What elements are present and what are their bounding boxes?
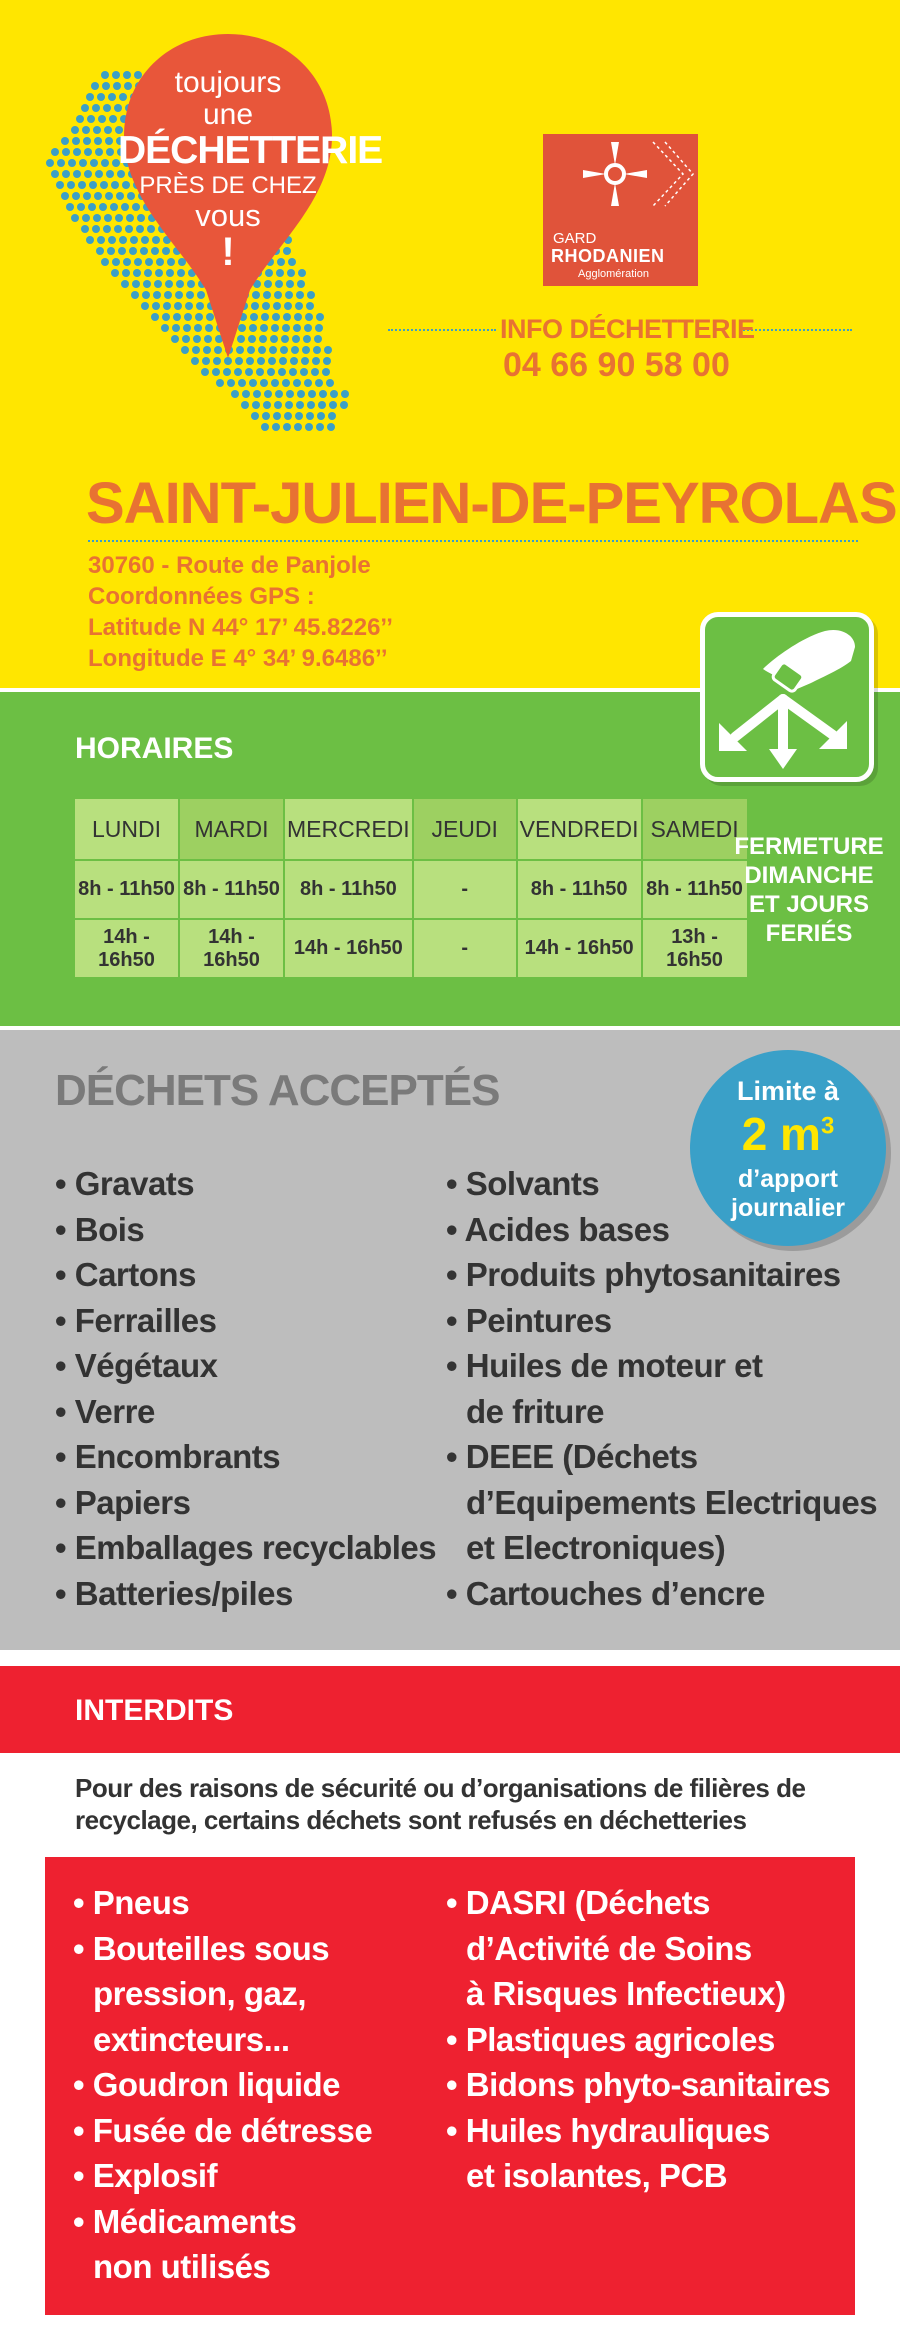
schedule-table: [73, 797, 749, 979]
accepted-title: DÉCHETS ACCEPTÉS: [55, 1066, 500, 1115]
list-item-continued: d’Equipements Electriques: [466, 1483, 878, 1521]
list-item: • Acides bases: [446, 1207, 877, 1253]
limit-caption-line: d’apport: [738, 1165, 838, 1193]
schedule-cell: 8h - 11h50: [518, 861, 641, 918]
logo-line-1: GARD: [553, 230, 597, 247]
day-header: SAMEDI: [643, 799, 747, 859]
schedule-cell: -: [414, 861, 516, 918]
list-item-continued: à Risques Infectieux): [466, 1975, 786, 2012]
schedule-cell: 14h - 16h50: [285, 920, 412, 977]
schedule-cell: 8h - 11h50: [180, 861, 283, 918]
list-item-continued: pression, gaz,: [93, 1975, 307, 2012]
list-item: • Pneus: [73, 1880, 372, 1926]
logo-line-2: RHODANIEN: [551, 246, 665, 266]
pin-line-6: !: [221, 230, 235, 274]
schedule-cell: 14h - 16h50: [180, 920, 283, 977]
info-title: INFO DÉCHETTERIE: [500, 314, 755, 344]
city-divider: [88, 540, 858, 542]
limit-value-number: 2 m: [741, 1108, 821, 1160]
pin-line-5: vous: [195, 198, 261, 233]
info-divider-left: [388, 329, 496, 331]
forbidden-list-left: [73, 1880, 372, 2290]
day-header: JEUDI: [414, 799, 516, 859]
list-item: • Emballages recyclables: [55, 1525, 436, 1571]
gard-rhodanien-logo: [543, 134, 698, 286]
pin-line-3: DÉCHETTERIE: [118, 129, 383, 172]
list-item: • Papiers: [55, 1480, 436, 1526]
schedule-cell: 14h - 16h50: [518, 920, 641, 977]
forbidden-subtitle: Pour des raisons de sécurité ou d’organisations de filières de recyclage, certains déchets sont refusés en déchetteries: [75, 1773, 806, 1835]
list-item: • Produits phytosanitaires: [446, 1252, 877, 1298]
schedule-cell: 8h - 11h50: [643, 861, 747, 918]
limit-label: Limite à: [736, 1076, 840, 1106]
list-item-continued: de friture: [466, 1392, 605, 1430]
city-name: SAINT-JULIEN-DE-PEYROLAS: [86, 471, 897, 536]
closure-line: DIMANCHE: [744, 862, 874, 889]
list-item: • Huiles hydrauliques: [446, 2108, 830, 2154]
limit-value-exponent: 3: [820, 1112, 835, 1140]
list-item: • Batteries/piles: [55, 1571, 436, 1617]
schedule-afternoon-row: [75, 920, 747, 977]
list-item: • Médicaments: [73, 2199, 372, 2245]
logo-line-3: Agglomération: [578, 268, 649, 280]
list-item: • Verre: [55, 1389, 436, 1435]
gps-latitude: Latitude N 44° 17’ 45.8226’’: [88, 614, 393, 641]
schedule-header-row: [75, 799, 747, 859]
list-item: • Cartons: [55, 1252, 436, 1298]
hand-recycle-icon: [705, 617, 869, 777]
info-phone[interactable]: 04 66 90 58 00: [503, 346, 730, 384]
list-item: • Encombrants: [55, 1434, 436, 1480]
limit-caption-line: journalier: [731, 1194, 845, 1222]
address-line: 30760 - Route de Panjole: [88, 552, 371, 579]
day-header: LUNDI: [75, 799, 178, 859]
list-item: • Gravats: [55, 1161, 436, 1207]
logo-emblem-icon: [543, 134, 698, 234]
list-item: • Plastiques agricoles: [446, 2017, 830, 2063]
forbidden-title: INTERDITS: [75, 1694, 234, 1727]
schedule-cell: -: [414, 920, 516, 977]
recycle-badge: [700, 612, 874, 782]
gps-label: Coordonnées GPS :: [88, 583, 315, 610]
pin-line-1: toujours: [174, 66, 282, 99]
list-item: • Solvants: [446, 1161, 877, 1207]
limit-value: [690, 1107, 886, 1161]
info-divider-right: [740, 329, 852, 331]
list-item: • Bois: [55, 1207, 436, 1253]
list-item: • Explosif: [73, 2153, 372, 2199]
list-item-continued: et Electroniques): [466, 1529, 726, 1566]
schedule-cell: 8h - 11h50: [285, 861, 412, 918]
day-header: MERCREDI: [285, 799, 412, 859]
list-item-continued: extincteurs...: [93, 2020, 290, 2058]
gps-longitude: Longitude E 4° 34’ 9.6486’’: [88, 645, 388, 672]
forbidden-list-right: [446, 1880, 830, 2199]
list-item: • Ferrailles: [55, 1298, 436, 1344]
accepted-list-left: [55, 1161, 436, 1616]
pin-line-2: une: [202, 98, 254, 131]
pin-line-4: PRÈS DE CHEZ: [139, 172, 317, 199]
list-item: • DASRI (Déchets: [446, 1880, 830, 1926]
list-item-continued: d’Activité de Soins: [466, 1929, 752, 1967]
list-item-continued: non utilisés: [93, 2248, 271, 2285]
closure-line: FERIÉS: [765, 920, 853, 947]
list-item: • Bidons phyto-sanitaires: [446, 2062, 830, 2108]
day-header: MARDI: [180, 799, 283, 859]
pin-slogan: [118, 66, 383, 274]
schedule-cell: 13h - 16h50: [643, 920, 747, 977]
closure-line: FERMETURE: [734, 833, 884, 860]
day-header: VENDREDI: [518, 799, 641, 859]
schedule-cell: 8h - 11h50: [75, 861, 178, 918]
list-item: • Cartouches d’encre: [446, 1571, 877, 1617]
horaires-title: HORAIRES: [75, 732, 234, 765]
list-item: • Peintures: [446, 1298, 877, 1344]
schedule-cell: 14h - 16h50: [75, 920, 178, 977]
closure-line: ET JOURS: [748, 891, 870, 918]
list-item: • Huiles de moteur et: [446, 1343, 877, 1389]
schedule-morning-row: [75, 861, 747, 918]
address-block: [88, 550, 393, 674]
list-item-continued: et isolantes, PCB: [466, 2157, 728, 2194]
list-item: • Végétaux: [55, 1343, 436, 1389]
list-item: • DEEE (Déchets: [446, 1434, 877, 1480]
list-item: • Fusée de détresse: [73, 2108, 372, 2154]
list-item: • Bouteilles sous: [73, 1926, 372, 1972]
list-item: • Goudron liquide: [73, 2062, 372, 2108]
limit-caption: [690, 1165, 886, 1223]
daily-limit-badge: [690, 1050, 886, 1246]
closure-notice: [734, 832, 884, 948]
location-pin: [118, 28, 383, 378]
